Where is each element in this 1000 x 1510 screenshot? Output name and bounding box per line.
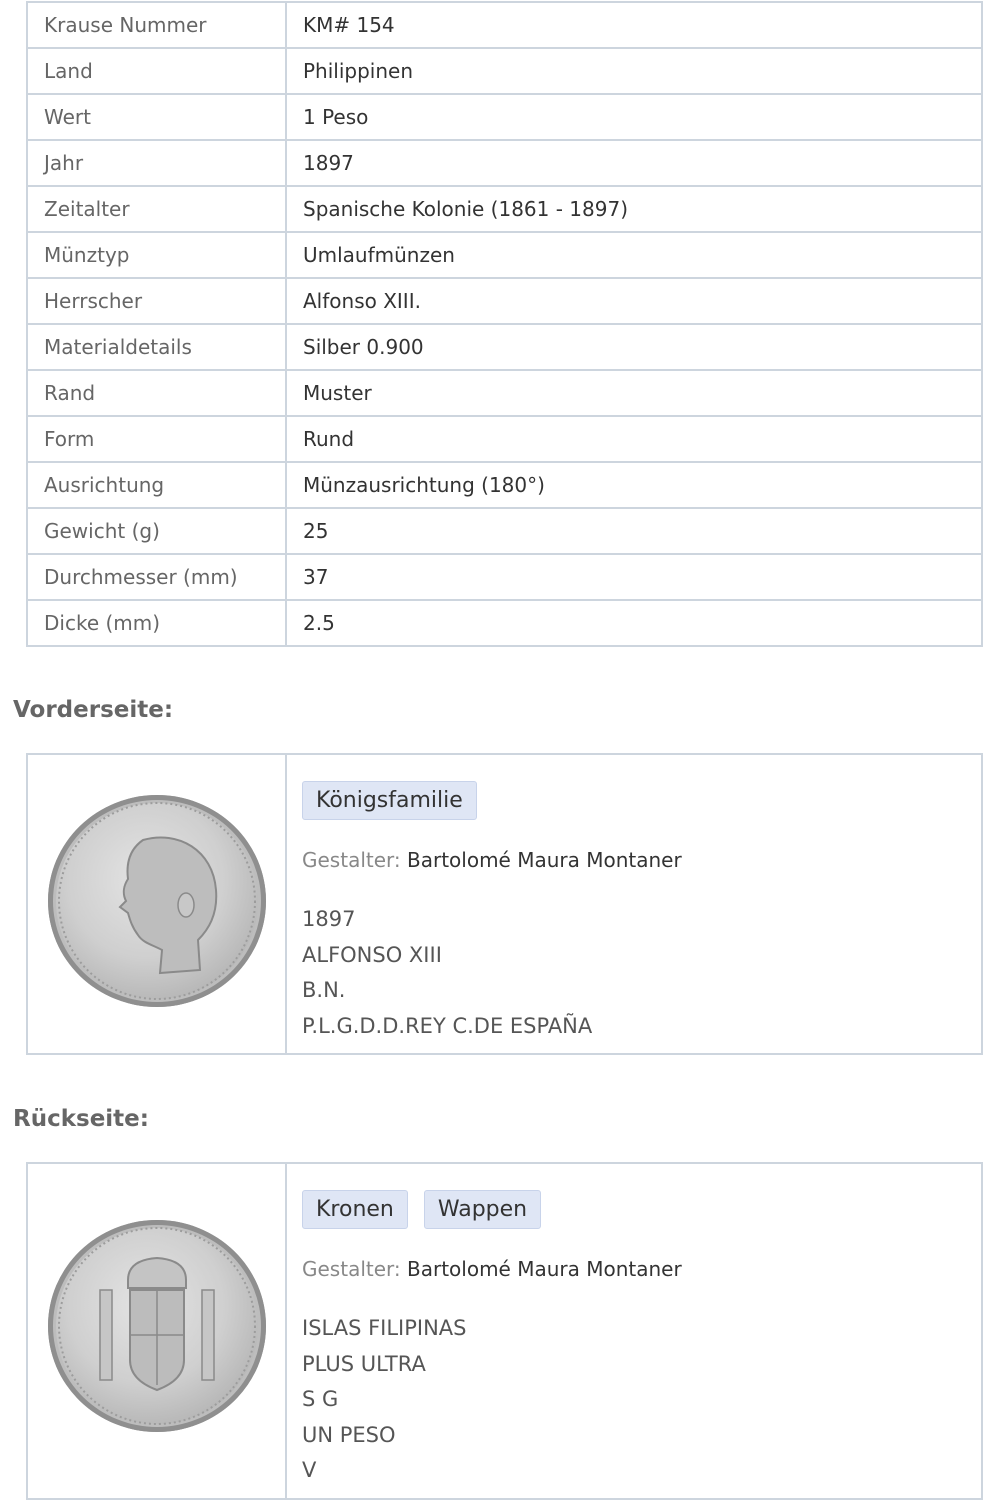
table-row bbox=[27, 232, 982, 278]
designer-label: Gestalter: bbox=[302, 848, 401, 872]
spec-value: 37 bbox=[286, 554, 982, 600]
reverse-heading: Rückseite: bbox=[13, 1106, 149, 1132]
obverse-designer bbox=[302, 848, 981, 872]
coin-specs-table bbox=[26, 1, 983, 647]
spec-value: Muster bbox=[286, 370, 982, 416]
table-row bbox=[27, 508, 982, 554]
table-row bbox=[27, 140, 982, 186]
designer-name: Bartolomé Maura Montaner bbox=[407, 1257, 682, 1281]
reverse-image-cell bbox=[28, 1164, 287, 1498]
spec-value: 2.5 bbox=[286, 600, 982, 646]
legend-line: ISLAS FILIPINAS bbox=[302, 1316, 467, 1340]
legend-line: ALFONSO XIII bbox=[302, 942, 442, 967]
obverse-info bbox=[287, 755, 981, 1053]
obverse-legend bbox=[302, 902, 981, 1044]
spec-value: Umlaufmünzen bbox=[286, 232, 982, 278]
spec-label: Münztyp bbox=[27, 232, 286, 278]
portrait-icon bbox=[48, 795, 266, 1007]
spec-label: Ausrichtung bbox=[27, 462, 286, 508]
legend-line: V bbox=[302, 1458, 317, 1482]
table-row bbox=[27, 2, 982, 48]
table-row bbox=[27, 186, 982, 232]
obverse-tags bbox=[302, 781, 981, 820]
obverse-coin-image[interactable] bbox=[48, 795, 266, 1007]
table-row bbox=[27, 94, 982, 140]
table-row bbox=[27, 370, 982, 416]
obverse-panel bbox=[26, 753, 983, 1055]
legend-line: UN PESO bbox=[302, 1422, 396, 1447]
spec-value: Rund bbox=[286, 416, 982, 462]
spec-value: Alfonso XIII. bbox=[286, 278, 982, 324]
table-row bbox=[27, 600, 982, 646]
table-row bbox=[27, 278, 982, 324]
table-row bbox=[27, 48, 982, 94]
spec-label: Zeitalter bbox=[27, 186, 286, 232]
spec-label: Wert bbox=[27, 94, 286, 140]
spec-value: Münzausrichtung (180°) bbox=[286, 462, 982, 508]
spec-label: Jahr bbox=[27, 140, 286, 186]
spec-label: Rand bbox=[27, 370, 286, 416]
spec-value: 25 bbox=[286, 508, 982, 554]
reverse-legend bbox=[302, 1311, 981, 1489]
designer-name: Bartolomé Maura Montaner bbox=[407, 848, 682, 872]
legend-line: B.N. bbox=[302, 978, 346, 1002]
coat-of-arms-icon bbox=[48, 1220, 266, 1432]
legend-line: P.L.G.D.D.REY C.DE ESPAÑA bbox=[302, 1013, 593, 1038]
spec-value: Philippinen bbox=[286, 48, 982, 94]
spec-label: Krause Nummer bbox=[27, 2, 286, 48]
spec-value: 1 Peso bbox=[286, 94, 982, 140]
spec-label: Materialdetails bbox=[27, 324, 286, 370]
spec-label: Form bbox=[27, 416, 286, 462]
table-row bbox=[27, 416, 982, 462]
reverse-tags bbox=[302, 1190, 981, 1229]
tag-wappen[interactable]: Wappen bbox=[424, 1190, 541, 1229]
spec-value: 1897 bbox=[286, 140, 982, 186]
spec-label: Gewicht (g) bbox=[27, 508, 286, 554]
obverse-image-cell bbox=[28, 755, 287, 1053]
legend-line: S G bbox=[302, 1387, 339, 1411]
legend-line: 1897 bbox=[302, 907, 356, 931]
obverse-heading: Vorderseite: bbox=[13, 697, 174, 723]
reverse-panel bbox=[26, 1162, 983, 1500]
table-row bbox=[27, 554, 982, 600]
spec-label: Dicke (mm) bbox=[27, 600, 286, 646]
designer-label: Gestalter: bbox=[302, 1257, 401, 1281]
legend-line: PLUS ULTRA bbox=[302, 1351, 426, 1376]
tag-koenigsfamilie[interactable]: Königsfamilie bbox=[302, 781, 477, 820]
reverse-info bbox=[287, 1164, 981, 1498]
spec-label: Land bbox=[27, 48, 286, 94]
spec-value: KM# 154 bbox=[286, 2, 982, 48]
reverse-coin-image[interactable] bbox=[48, 1220, 266, 1432]
table-row bbox=[27, 462, 982, 508]
spec-label: Herrscher bbox=[27, 278, 286, 324]
spec-value: Silber 0.900 bbox=[286, 324, 982, 370]
spec-value: Spanische Kolonie (1861 - 1897) bbox=[286, 186, 982, 232]
tag-kronen[interactable]: Kronen bbox=[302, 1190, 408, 1229]
table-row bbox=[27, 324, 982, 370]
reverse-designer bbox=[302, 1257, 981, 1281]
spec-label: Durchmesser (mm) bbox=[27, 554, 286, 600]
